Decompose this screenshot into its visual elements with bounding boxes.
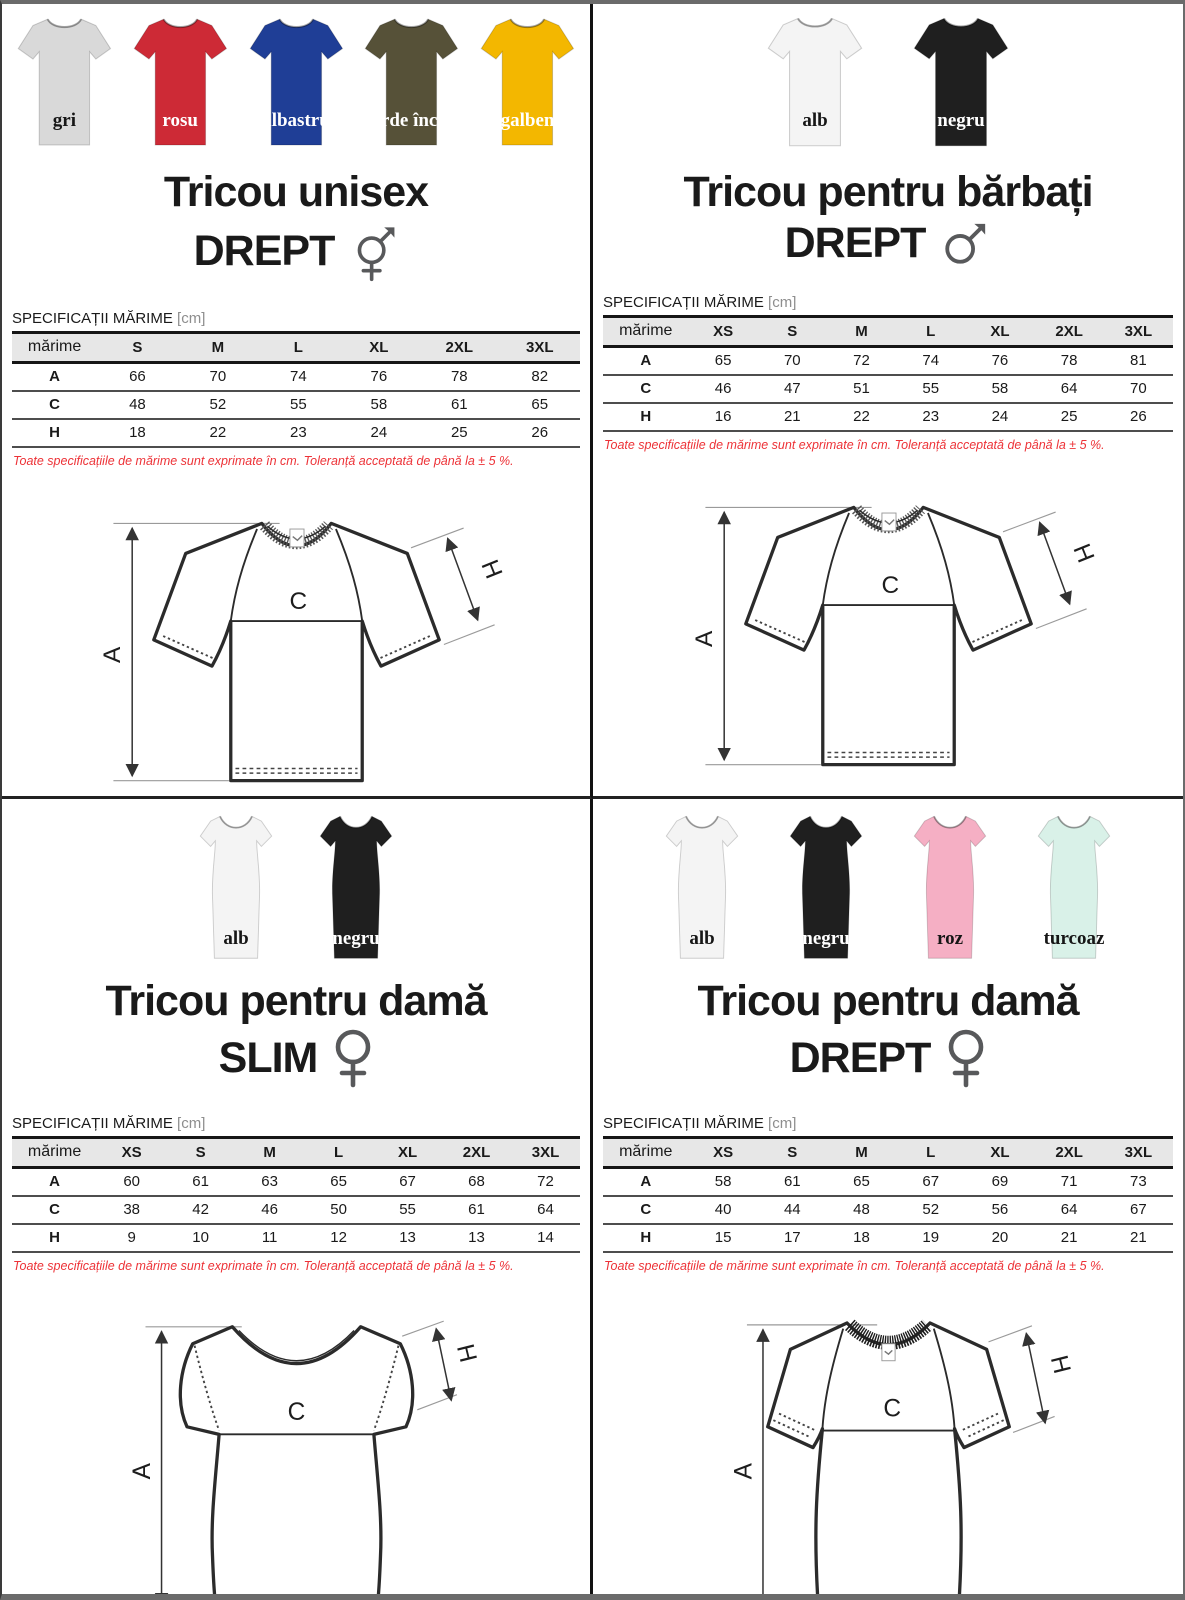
cell: 64 (511, 1196, 580, 1224)
table-row-A (603, 1168, 1173, 1197)
page-title: Tricou pentru bărbați (683, 168, 1093, 216)
cell: 21 (1104, 1224, 1173, 1252)
svg-text:C: C (287, 1399, 305, 1427)
cell: 81 (1104, 347, 1173, 376)
row-label: A (603, 347, 689, 376)
svg-text:A: A (98, 646, 126, 664)
cell: 23 (896, 403, 965, 431)
cell: 21 (1035, 1224, 1104, 1252)
page-subtitle (12, 1027, 580, 1089)
tolerance-note: Toate specificațiile de mărime sunt exprimate în cm. Toleranță acceptată de până la ± 5 %. (13, 454, 514, 469)
table-row-C (12, 391, 580, 419)
size-table-header-row (12, 333, 580, 363)
col-header-size: 2XL (442, 1138, 511, 1168)
col-header-marime: mărime (12, 333, 97, 363)
size-table (12, 1136, 580, 1253)
svg-text:A: A (730, 1463, 758, 1480)
cell: 13 (442, 1224, 511, 1252)
col-header-size: 3XL (500, 333, 580, 363)
size-table-header-row (12, 1138, 580, 1168)
row-label: C (603, 1196, 689, 1224)
cell: 46 (235, 1196, 304, 1224)
table-row-A (603, 347, 1173, 376)
cell: 70 (758, 347, 827, 376)
col-header-size: XS (689, 317, 758, 347)
cut-name: DREPT (784, 218, 926, 267)
page-title: Tricou pentru damă (105, 977, 487, 1025)
cell: 55 (258, 391, 338, 419)
page-title: Tricou pentru damă (697, 977, 1079, 1025)
tshirt-photo-alb (655, 807, 749, 962)
cell: 72 (827, 347, 896, 376)
cell: 19 (896, 1224, 965, 1252)
col-header-marime: mărime (603, 1138, 689, 1168)
female-icon (333, 1027, 373, 1089)
shirt-color-label: roz (936, 928, 964, 950)
shirt-color-label: alb (802, 110, 828, 132)
cell: 60 (97, 1168, 166, 1197)
cell: 42 (166, 1196, 235, 1224)
cell: 24 (339, 419, 419, 447)
row-label: H (12, 1224, 97, 1252)
cell: 70 (178, 363, 258, 392)
male-icon (941, 218, 991, 268)
cell: 50 (304, 1196, 373, 1224)
cell: 72 (511, 1168, 580, 1197)
shirt-color-gallery (12, 10, 580, 160)
cell: 10 (166, 1224, 235, 1252)
panel-dama-drept (593, 799, 1183, 1594)
col-header-size: L (304, 1138, 373, 1168)
cell: 25 (419, 419, 499, 447)
size-table (12, 331, 580, 448)
cell: 55 (373, 1196, 442, 1224)
spec-label: SPECIFICAȚII MĂRIME (603, 1115, 764, 1133)
shirt-color-gallery (603, 10, 1173, 160)
row-label: C (603, 375, 689, 403)
cell: 78 (419, 363, 499, 392)
shirt-color-label: rosu (162, 110, 198, 132)
cell: 52 (896, 1196, 965, 1224)
cell: 22 (827, 403, 896, 431)
female-icon (946, 1027, 986, 1089)
spec-label: SPECIFICAȚII MĂRIME (12, 1115, 173, 1133)
svg-text:H: H (474, 556, 507, 583)
svg-text:A: A (690, 630, 718, 648)
col-header-size: M (827, 1138, 896, 1168)
cell: 40 (689, 1196, 758, 1224)
col-header-size: S (758, 1138, 827, 1168)
cell: 26 (1104, 403, 1173, 431)
shirt-color-label: gri (52, 110, 76, 132)
shirt-color-label: verde închis (362, 110, 461, 132)
panel-unisex-drept (2, 4, 593, 799)
shirt-color-gallery (12, 807, 580, 969)
cell: 65 (827, 1168, 896, 1197)
cell: 67 (1104, 1196, 1173, 1224)
cell: 65 (689, 347, 758, 376)
cell: 76 (339, 363, 419, 392)
shirt-color-label: albastru (262, 110, 330, 132)
table-row-H (12, 419, 580, 447)
row-label: H (12, 419, 97, 447)
cell: 61 (419, 391, 499, 419)
col-header-size: XL (373, 1138, 442, 1168)
spec-heading (12, 1115, 580, 1132)
table-row-C (603, 375, 1173, 403)
cut-name: DREPT (193, 226, 335, 275)
cell: 67 (896, 1168, 965, 1197)
cell: 25 (1035, 403, 1104, 431)
cell: 63 (235, 1168, 304, 1197)
cell: 46 (689, 375, 758, 403)
col-header-size: L (896, 317, 965, 347)
svg-text:C: C (289, 587, 307, 615)
col-header-size: 2XL (1035, 1138, 1104, 1168)
cell: 15 (689, 1224, 758, 1252)
spec-heading (12, 310, 580, 327)
cell: 52 (178, 391, 258, 419)
cell: 47 (758, 375, 827, 403)
table-row-C (12, 1196, 580, 1224)
col-header-size: S (166, 1138, 235, 1168)
col-header-marime: mărime (603, 317, 689, 347)
shirt-color-label: negru (332, 928, 380, 950)
page-subtitle (12, 218, 580, 284)
col-header-size: S (97, 333, 177, 363)
cell: 17 (758, 1224, 827, 1252)
cell: 23 (258, 419, 338, 447)
col-header-size: S (758, 317, 827, 347)
tshirt-photo-turcoaz (1027, 807, 1121, 962)
cell: 74 (896, 347, 965, 376)
cell: 13 (373, 1224, 442, 1252)
spec-heading (603, 294, 1173, 311)
cell: 24 (965, 403, 1034, 431)
tshirt-photo-albastru (244, 10, 349, 150)
cell: 68 (442, 1168, 511, 1197)
spec-label: SPECIFICAȚII MĂRIME (603, 294, 764, 312)
cell: 51 (827, 375, 896, 403)
col-header-size: XL (965, 1138, 1034, 1168)
spec-unit: [cm] (177, 310, 206, 328)
cell: 67 (373, 1168, 442, 1197)
cell: 48 (97, 391, 177, 419)
cell: 65 (304, 1168, 373, 1197)
male-female-icon (350, 218, 398, 284)
svg-text:C: C (881, 571, 899, 599)
col-header-size: 3XL (511, 1138, 580, 1168)
tshirt-photo-verde-inchis (359, 10, 464, 150)
size-table-header-row (603, 317, 1173, 347)
measurement-diagram (12, 482, 580, 792)
shirt-color-label: turcoaz (1043, 928, 1105, 950)
size-table (603, 1136, 1173, 1253)
svg-text:H: H (450, 1341, 481, 1366)
cell: 82 (500, 363, 580, 392)
cell: 48 (827, 1196, 896, 1224)
measurement-diagram (603, 466, 1173, 776)
shirt-color-label: negru (937, 110, 985, 132)
cell: 18 (97, 419, 177, 447)
tshirt-photo-rosu (128, 10, 233, 150)
tshirt-photo-negru (779, 807, 873, 962)
spec-unit: [cm] (177, 1115, 206, 1133)
cell: 20 (965, 1224, 1034, 1252)
svg-text:H: H (1044, 1352, 1075, 1377)
cell: 26 (500, 419, 580, 447)
table-row-C (603, 1196, 1173, 1224)
cell: 58 (689, 1168, 758, 1197)
row-label: H (603, 403, 689, 431)
tshirt-photo-galben (475, 10, 580, 150)
tolerance-note: Toate specificațiile de mărime sunt exprimate în cm. Toleranță acceptată de până la ± 5 %. (604, 438, 1105, 453)
cell: 64 (1035, 375, 1104, 403)
shirt-color-label: alb (689, 928, 715, 950)
spec-unit: [cm] (768, 1115, 797, 1133)
row-label: C (12, 391, 97, 419)
shirt-color-label: negru (802, 928, 850, 950)
cell: 61 (166, 1168, 235, 1197)
cell: 74 (258, 363, 338, 392)
cell: 58 (965, 375, 1034, 403)
cut-name: SLIM (218, 1033, 318, 1082)
tolerance-note: Toate specificațiile de mărime sunt exprimate în cm. Toleranță acceptată de până la ± 5 %. (604, 1259, 1105, 1274)
cell: 14 (511, 1224, 580, 1252)
page-subtitle (603, 218, 1173, 268)
col-header-size: XS (97, 1138, 166, 1168)
col-header-size: M (178, 333, 258, 363)
row-label: C (12, 1196, 97, 1224)
cell: 71 (1035, 1168, 1104, 1197)
size-table (603, 315, 1173, 432)
table-row-H (603, 1224, 1173, 1252)
cell: 22 (178, 419, 258, 447)
spec-unit: [cm] (768, 294, 797, 312)
page-title: Tricou unisex (163, 168, 429, 216)
cell: 18 (827, 1224, 896, 1252)
cell: 21 (758, 403, 827, 431)
spec-label: SPECIFICAȚII MĂRIME (12, 310, 173, 328)
cell: 65 (500, 391, 580, 419)
cell: 70 (1104, 375, 1173, 403)
col-header-size: XL (339, 333, 419, 363)
cell: 16 (689, 403, 758, 431)
size-table-header-row (603, 1138, 1173, 1168)
cell: 55 (896, 375, 965, 403)
cell: 38 (97, 1196, 166, 1224)
cell: 73 (1104, 1168, 1173, 1197)
tshirt-photo-negru (908, 10, 1014, 150)
col-header-size: 2XL (419, 333, 499, 363)
cell: 61 (758, 1168, 827, 1197)
table-row-A (12, 1168, 580, 1197)
col-header-size: M (235, 1138, 304, 1168)
spec-heading (603, 1115, 1173, 1132)
table-row-A (12, 363, 580, 392)
col-header-size: L (896, 1138, 965, 1168)
table-row-H (12, 1224, 580, 1252)
cell: 11 (235, 1224, 304, 1252)
cut-name: DREPT (789, 1033, 931, 1082)
tshirt-photo-alb (189, 807, 283, 962)
svg-text:A: A (128, 1463, 156, 1480)
tshirt-photo-alb (762, 10, 868, 150)
col-header-size: 2XL (1035, 317, 1104, 347)
row-label: A (12, 1168, 97, 1197)
cell: 61 (442, 1196, 511, 1224)
svg-text:H: H (1066, 540, 1099, 567)
panel-dama-slim (2, 799, 593, 1594)
col-header-size: 3XL (1104, 1138, 1173, 1168)
cell: 58 (339, 391, 419, 419)
measurement-diagram (12, 1287, 580, 1594)
page-subtitle (603, 1027, 1173, 1089)
shirt-color-gallery (603, 807, 1173, 969)
row-label: A (12, 363, 97, 392)
col-header-marime: mărime (12, 1138, 97, 1168)
cell: 56 (965, 1196, 1034, 1224)
col-header-size: M (827, 317, 896, 347)
col-header-size: L (258, 333, 338, 363)
col-header-size: XL (965, 317, 1034, 347)
cell: 12 (304, 1224, 373, 1252)
cell: 69 (965, 1168, 1034, 1197)
shirt-color-label: alb (223, 928, 249, 950)
cell: 66 (97, 363, 177, 392)
tshirt-photo-roz (903, 807, 997, 962)
cell: 64 (1035, 1196, 1104, 1224)
shirt-color-label: galben (500, 110, 555, 132)
col-header-size: XS (689, 1138, 758, 1168)
row-label: H (603, 1224, 689, 1252)
tshirt-photo-gri (12, 10, 117, 150)
cell: 44 (758, 1196, 827, 1224)
cell: 76 (965, 347, 1034, 376)
col-header-size: 3XL (1104, 317, 1173, 347)
cell: 78 (1035, 347, 1104, 376)
measurement-diagram (603, 1287, 1173, 1594)
svg-text:C: C (882, 1395, 901, 1423)
tshirt-photo-negru (309, 807, 403, 962)
tolerance-note: Toate specificațiile de mărime sunt exprimate în cm. Toleranță acceptată de până la ± 5 %. (13, 1259, 514, 1274)
cell: 9 (97, 1224, 166, 1252)
row-label: A (603, 1168, 689, 1197)
table-row-H (603, 403, 1173, 431)
panel-barbati-drept (593, 4, 1183, 799)
